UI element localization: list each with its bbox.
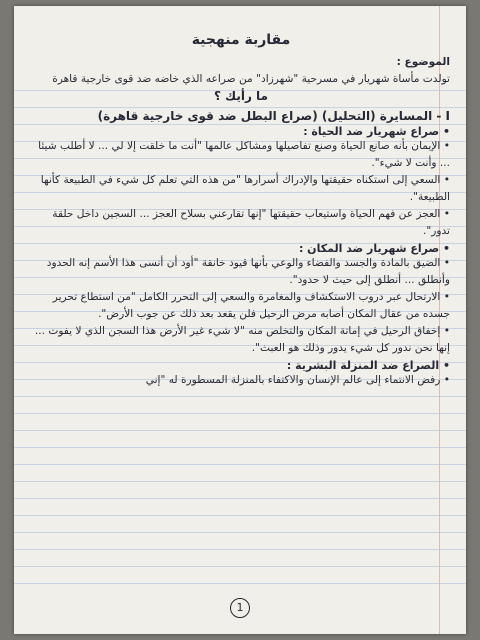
part2-title: • صراع شهريار ضد المكان : — [32, 242, 450, 255]
topic-text: تولدت مأساة شهريار في مسرحية "شهرزاد" من صراعه الذي خاضه ضد قوى خارجية قاهرة — [52, 73, 450, 85]
part3-line-1: • رفض الانتماء إلى عالم الإنسان والاكتفاء بالمنزلة المسطورة له "إني — [32, 372, 450, 389]
topic-label: الموضوع : — [396, 56, 450, 68]
part2-line-1: • الضيق بالمادة والجسد والفضاء والوعي بأنها قيود خانقة "أود أن أنسى هذا الأسم إنه الحدود وأنطلق ... أنطلق إلى حيث لا حدود". — [32, 255, 450, 289]
notebook-page — [14, 6, 466, 634]
part3-title: • الصراع ضد المنزلة البشرية : — [32, 359, 450, 372]
section-heading: I - المسايرة (التحليل) (صراع البطل ضد قوى خارجية قاهرة) — [97, 109, 450, 123]
question: ما رأيك ؟ — [214, 89, 268, 103]
part1-title: • صراع شهريار ضد الحياة : — [32, 125, 450, 138]
page-number: 1 — [230, 598, 250, 618]
part1-line-2: • السعي إلى استكناه حقيقتها والإدراك أسرارها "من هذه التي تعلم كل شيء في الطبيعة كأنها الطبيعة". — [32, 172, 450, 206]
part2-line-2: • الارتحال عبر دروب الاستكشاف والمغامرة والسعي إلى التحرر الكامل "من استطاع تحرير جسده من عقال المكان أصابه مرض الرحيل فلن يقعد بعد ذلك عن جوب الأرض". — [32, 289, 450, 323]
part1-line-1: • الإيمان بأنه صانع الحياة وصنع تفاصيلها ومشاكل عالمها "أنت ما خلقت إلا لي ... لا أطلب شيئا ... وأنت لا شيء". — [32, 138, 450, 172]
part2-line-3: • إخفاق الرحيل في إماتة المكان والتخلص منه "لا شيء غير الأرض هذا السجن الذي لا يفوت ... إنها نحن ندور كل شيء يدور وذلك هو العبث". — [32, 323, 450, 357]
document-title: مقاربة منهجية — [191, 32, 291, 48]
part1-line-3: • العجز عن فهم الحياة واستيعاب حقيقتها "إنها تقارعني بسلاح العجز ... السجين داخل حلقة تدور". — [32, 206, 450, 240]
handwritten-document — [32, 28, 450, 634]
